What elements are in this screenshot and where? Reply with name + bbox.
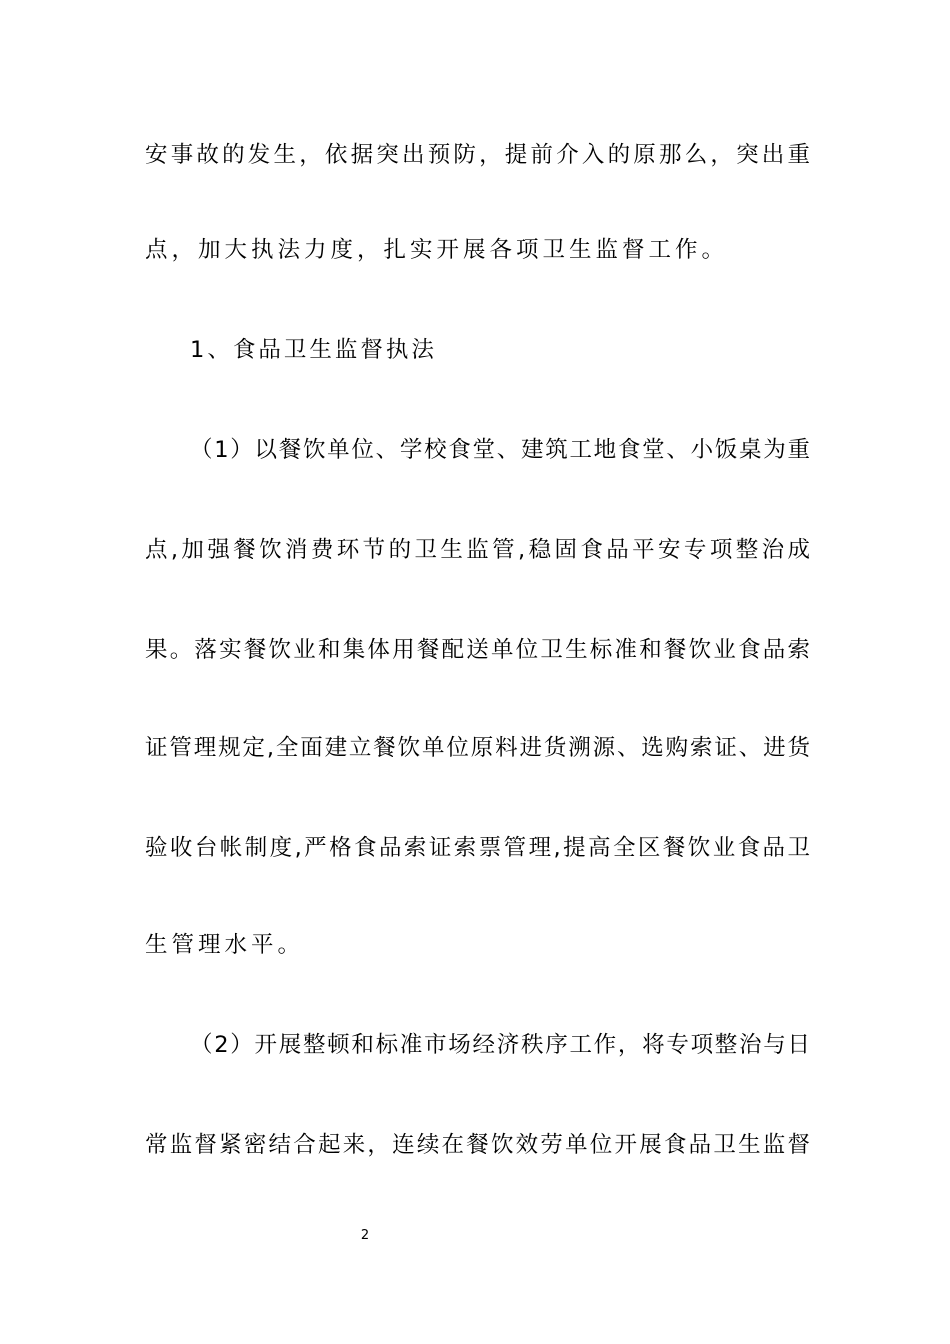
- paragraph-line: 点，加大执法力度，扎实开展各项卫生监督工作。: [145, 237, 729, 263]
- page-number: 2: [360, 1228, 370, 1243]
- paragraph-line: 果。落实餐饮业和集体用餐配送单位卫生标准和餐饮业食品索: [145, 637, 810, 663]
- section-heading: 1、食品卫生监督执法: [190, 337, 437, 363]
- paragraph-line: （1）以餐饮单位、学校食堂、建筑工地食堂、小饭桌为重: [190, 437, 810, 463]
- paragraph-line: 验收台帐制度,严格食品索证索票管理,提高全区餐饮业食品卫: [145, 835, 810, 861]
- paragraph-line: 常监督紧密结合起来，连续在餐饮效劳单位开展食品卫生监督: [145, 1132, 810, 1158]
- paragraph-line: 点,加强餐饮消费环节的卫生监管,稳固食品平安专项整治成: [145, 537, 810, 563]
- paragraph-line: （2）开展整顿和标准市场经济秩序工作，将专项整治与日: [190, 1032, 810, 1058]
- paragraph-line: 安事故的发生，依据突出预防，提前介入的原那么，突出重: [145, 142, 810, 168]
- paragraph-line: 生管理水平。: [145, 932, 305, 958]
- paragraph-line: 证管理规定,全面建立餐饮单位原料进货溯源、选购索证、进货: [145, 735, 810, 761]
